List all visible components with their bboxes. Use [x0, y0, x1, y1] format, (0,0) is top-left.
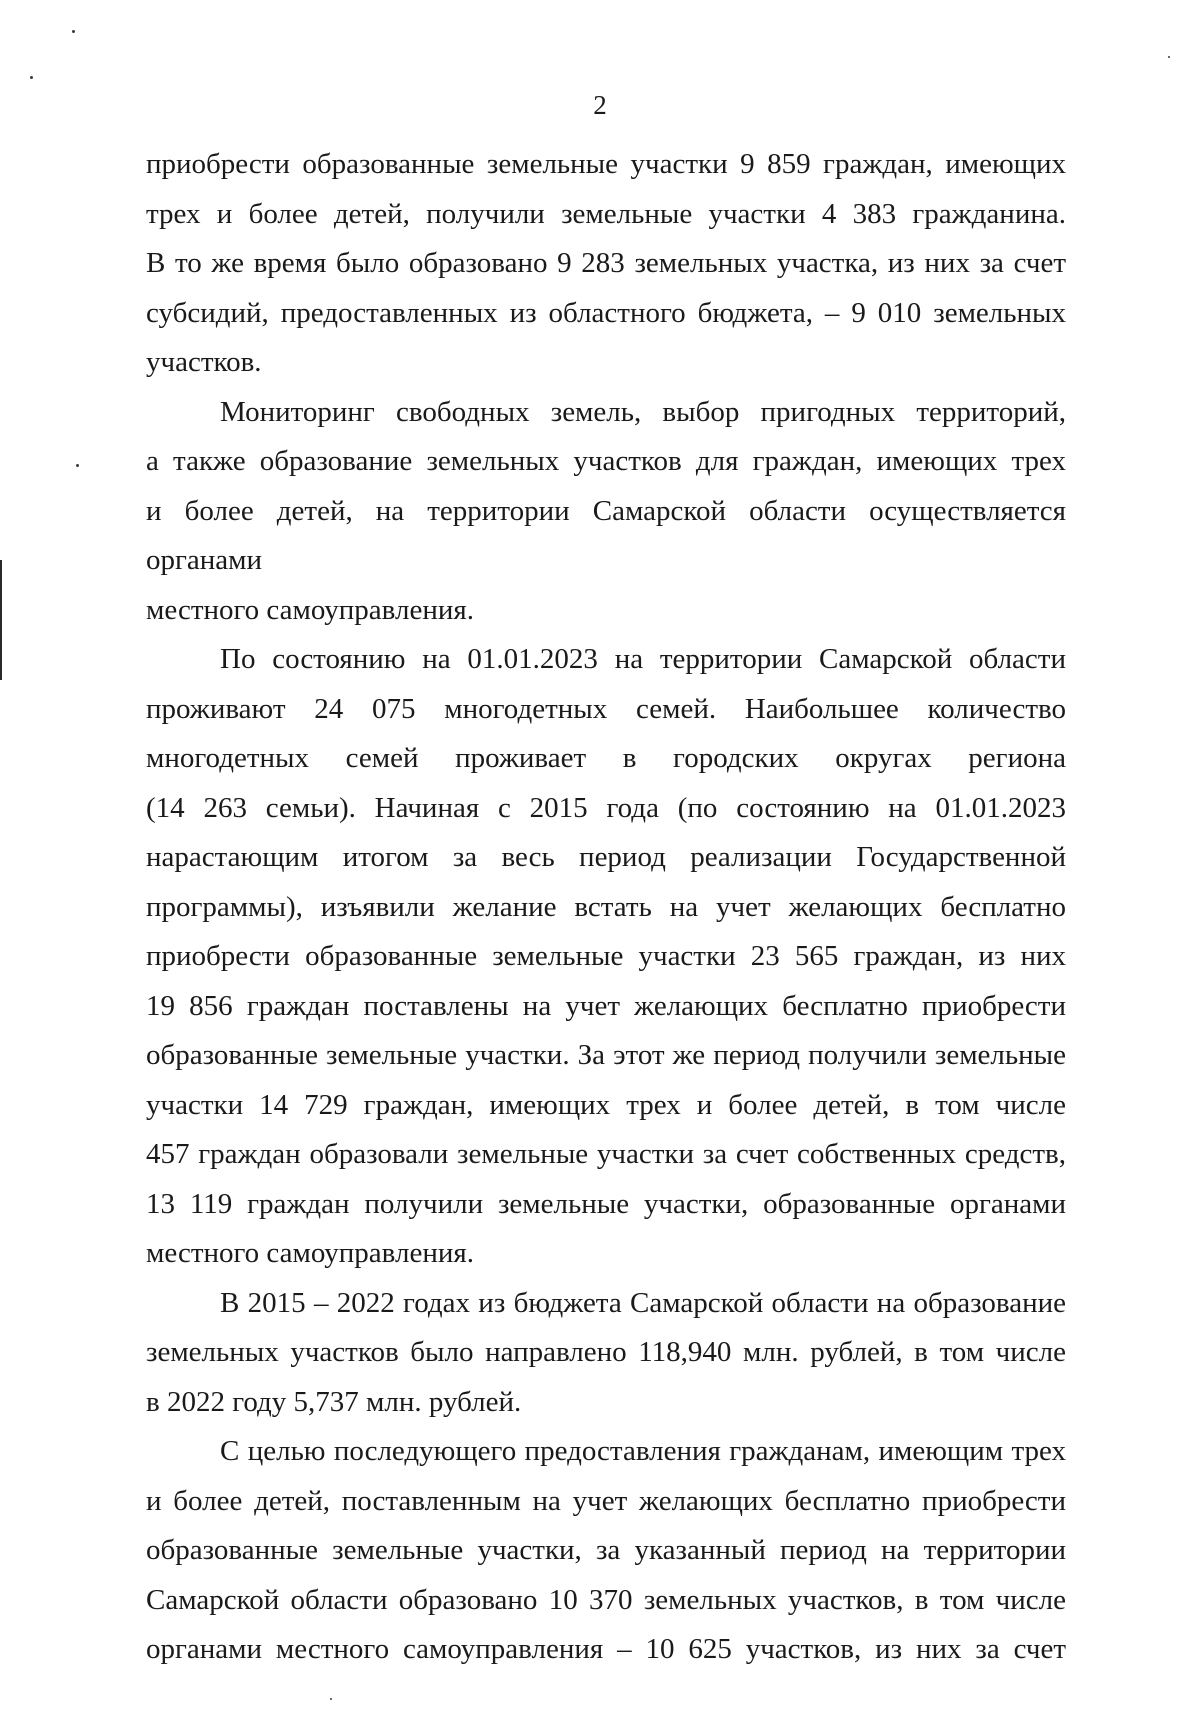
text-line: 19 856 граждан поставлены на учет желающих бесплатно приобрести: [146, 989, 1066, 1022]
text-line: многодетных семей проживает в городских округах региона: [146, 742, 1066, 774]
text-line: образованные земельные участки. За этот же период получили земельные: [146, 1039, 1066, 1071]
text-line: По состоянию на 01.01.2023 на территории Самарской области: [220, 643, 1066, 675]
scan-speck: [76, 464, 79, 467]
paragraph-1: [146, 140, 1066, 388]
text-line: программы), изъявили желание встать на учет желающих бесплатно: [146, 890, 1066, 923]
text-line: земельных участков было направлено 118,940 млн. рублей, в том числе: [146, 1336, 1066, 1368]
text-line: в 2022 году 5,737 млн. рублей.: [146, 1385, 522, 1418]
body-text: [146, 140, 1066, 1675]
text-line: а также образование земельных участков для граждан, имеющих трех: [146, 445, 1066, 477]
text-line: и более детей, на территории Самарской области осуществляется органами: [146, 494, 1066, 576]
text-line: участков.: [146, 346, 262, 378]
scan-speck: [72, 30, 75, 33]
text-line: В 2015 – 2022 годах из бюджета Самарской области на образование: [220, 1286, 1066, 1319]
paragraph-4: [146, 1279, 1066, 1428]
text-line: нарастающим итогом за весь период реализации Государственной: [146, 841, 1066, 873]
text-line: трех и более детей, получили земельные участки 4 383 гражданина.: [146, 197, 1066, 230]
text-line: субсидий, предоставленных из областного бюджета, – 9 010 земельных: [146, 296, 1066, 329]
text-line: проживают 24 075 многодетных семей. Наибольшее количество: [146, 692, 1066, 725]
text-line: В то же время было образовано 9 283 земельных участка, из них за счет: [146, 247, 1066, 279]
text-line: (14 263 семьи). Начиная с 2015 года (по состоянию на 01.01.2023: [146, 791, 1066, 824]
text-line: органами местного самоуправления – 10 625 участков, из них за счет: [146, 1633, 1066, 1665]
page-number: 2: [593, 90, 607, 120]
text-line: приобрести образованные земельные участки 23 565 граждан, из них: [146, 940, 1066, 972]
paragraph-2: [146, 388, 1066, 636]
text-line: и более детей, поставленным на учет желающих бесплатно приобрести: [146, 1484, 1066, 1517]
paragraph-3: [146, 635, 1066, 1279]
scan-speck: [330, 1698, 332, 1700]
text-line: местного самоуправления.: [146, 593, 474, 626]
text-line: участки 14 729 граждан, имеющих трех и более детей, в том числе: [146, 1088, 1066, 1121]
text-line: Мониторинг свободных земель, выбор пригодных территорий,: [220, 395, 1066, 428]
scan-edge-mark: [0, 560, 2, 680]
text-line: приобрести образованные земельные участки 9 859 граждан, имеющих: [146, 148, 1066, 180]
text-line: 13 119 граждан получили земельные участки, образованные органами: [146, 1187, 1066, 1220]
text-line: Самарской области образовано 10 370 земельных участков, в том числе: [146, 1583, 1066, 1616]
scan-speck: [30, 76, 33, 79]
paragraph-5: [146, 1427, 1066, 1675]
text-line: С целью последующего предоставления гражданам, имеющим трех: [220, 1435, 1066, 1467]
text-line: образованные земельные участки, за указанный период на территории: [146, 1534, 1066, 1566]
text-line: местного самоуправления.: [146, 1237, 474, 1269]
scan-speck: [1168, 56, 1170, 58]
text-line: 457 граждан образовали земельные участки за счет собственных средств,: [146, 1138, 1066, 1170]
